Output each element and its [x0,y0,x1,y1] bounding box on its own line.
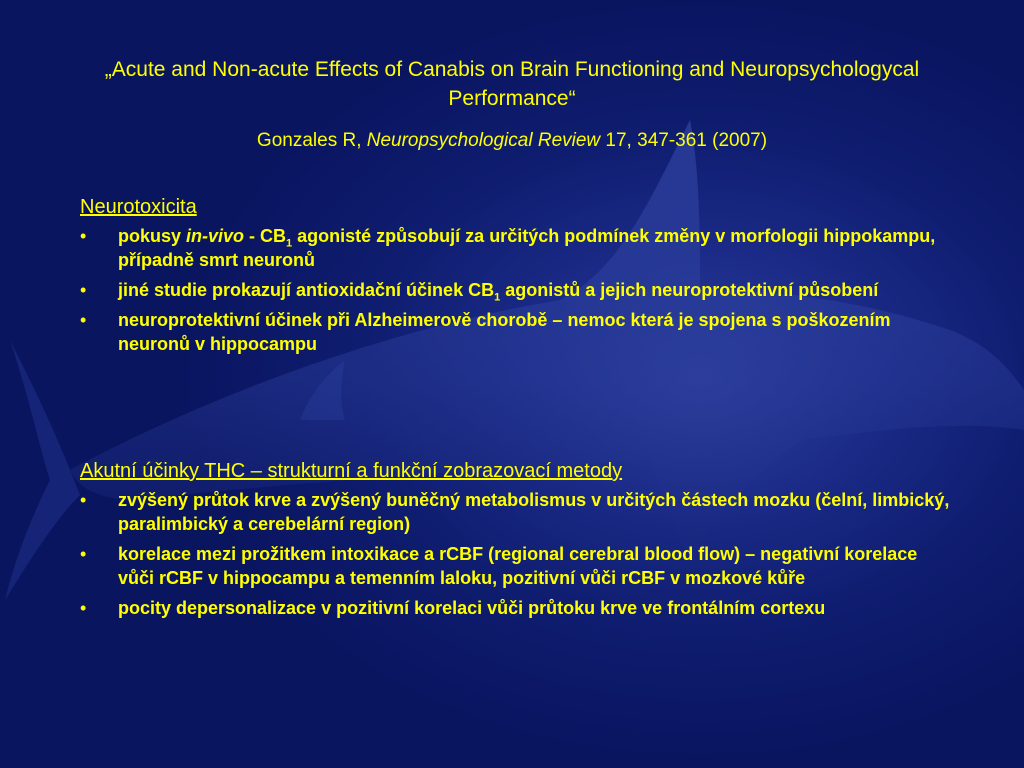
section-neurotoxicity [80,194,950,362]
subscript: 1 [494,291,501,304]
bullet-text: neuroprotektivní účinek při Alzheimerově chorobě – nemoc která je spojena s poškozením neuronů v hippocampu [118,310,891,354]
bullet-list [80,224,950,356]
bullet-text-italic: in-vivo [186,226,245,246]
list-item [80,542,950,590]
bullet-list [80,488,950,620]
bullet-text-mid: - CB [244,226,287,246]
citation-year: (2007) [712,130,768,151]
bullet-text-post: agonisté způsobují za určitých podmínek změny v morfologii hippokampu, případně smrt neuronů [118,226,936,270]
bullet-text: pocity depersonalizace v pozitivní korelaci vůči průtoku krve ve frontálním cortexu [118,598,826,618]
subscript: 1 [286,237,293,250]
list-item [80,308,950,356]
list-item [80,278,950,302]
bullet-icon: • [80,544,87,564]
citation-pages: 347-361 [637,130,707,151]
list-item [80,596,950,620]
bullet-text: korelace mezi prožitkem intoxikace a rCBF (regional cerebral blood flow) – negativní korelace vůči rCBF v hippocampu a temenním laloku, pozitivní vůči rCBF v mozkové kůře [118,544,918,588]
bullet-icon: • [80,598,87,618]
citation-journal: Neuropsychological Review [366,130,601,151]
citation-authors: Gonzales R, [256,130,362,151]
bullet-text: zvýšený průtok krve a zvýšený buněčný metabolismus v určitých částech mozku (čelní, limbický, paralimbický a cerebelární region) [118,490,950,534]
bullet-icon: • [80,226,87,246]
section-heading: Akutní účinky THC – strukturní a funkční zobrazovací metody [80,460,623,482]
list-item [80,224,950,272]
bullet-icon: • [80,490,87,510]
bullet-text-pre: jiné studie prokazují antioxidační účinek CB [118,280,495,300]
citation [60,128,964,154]
slide-title: „Acute and Non-acute Effects of Canabis on Brain Functioning and Neuropsychologycal Performance“ [104,58,920,110]
bullet-text-pre: pokusy [118,226,187,246]
citation-volume: 17, [605,130,632,151]
bullet-icon: • [80,280,87,300]
bullet-text-post: agonistů a jejich neuroprotektivní působení [500,280,879,300]
list-item [80,488,950,536]
section-acute-effects [80,458,950,626]
section-heading: Neurotoxicita [80,196,197,218]
bullet-icon: • [80,310,87,330]
